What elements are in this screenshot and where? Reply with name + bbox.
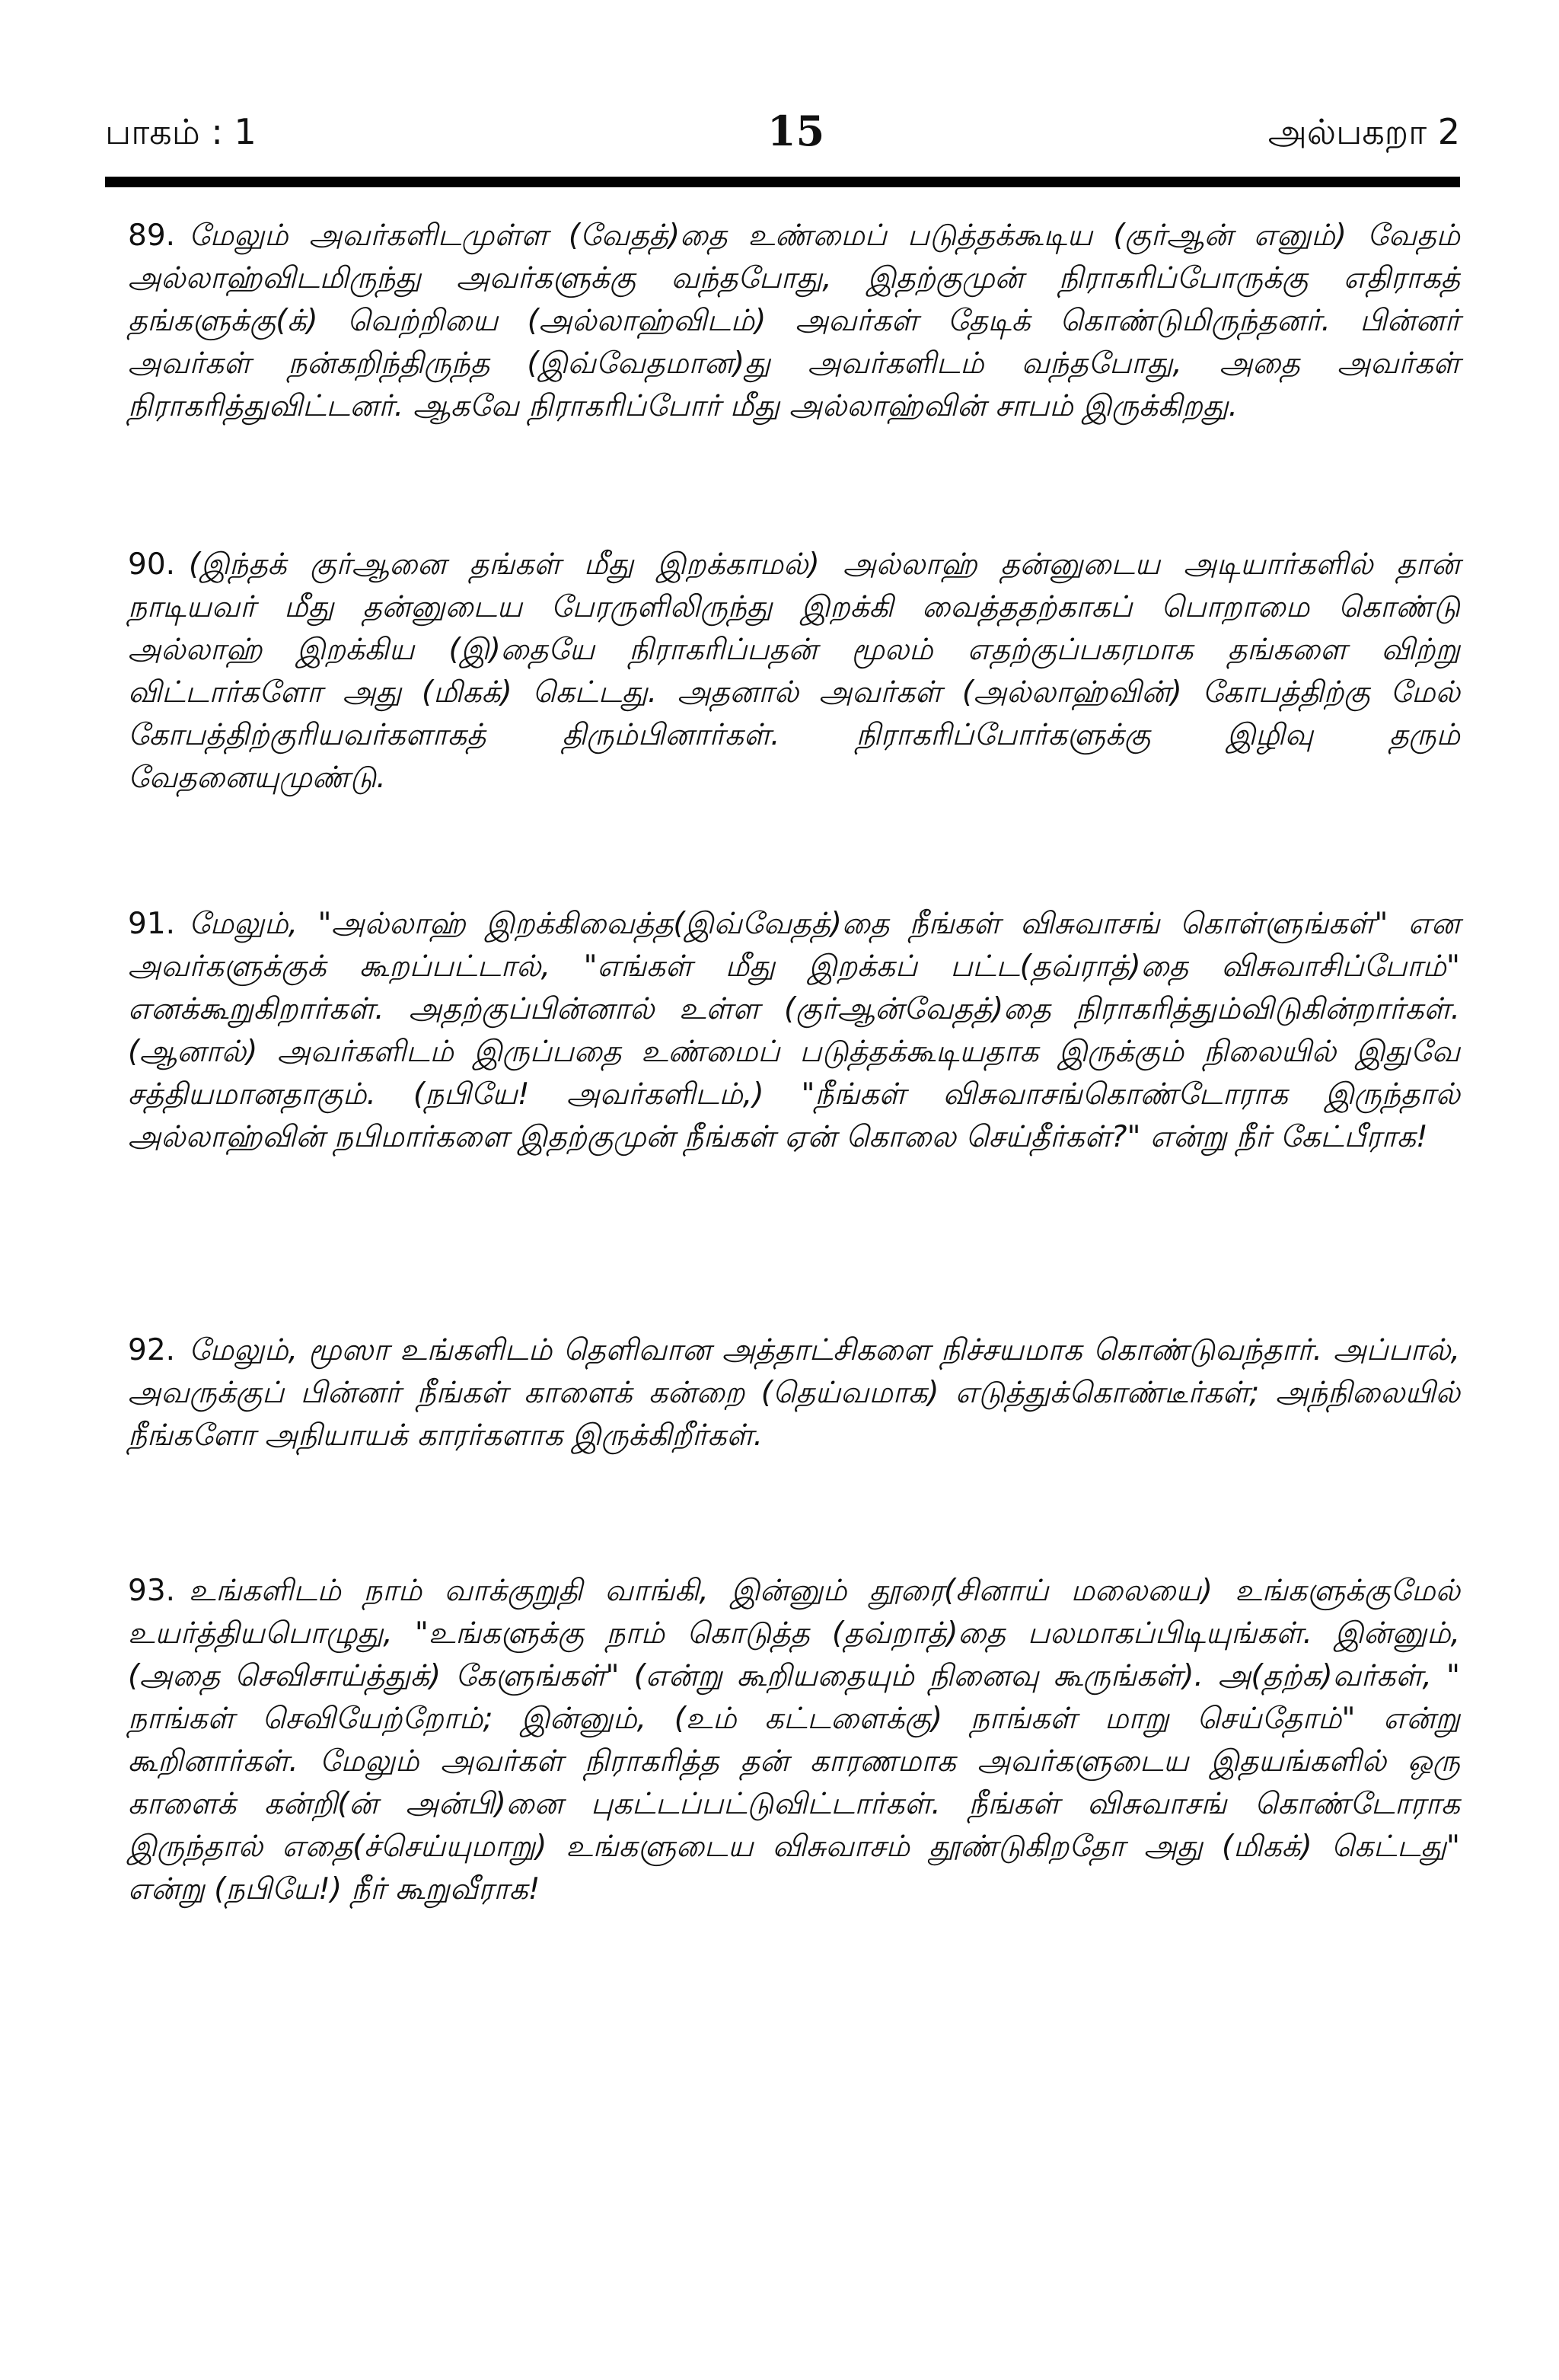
verse-number: 90. [128, 547, 176, 582]
verse-paragraph [128, 903, 1460, 1159]
verse-number: 89. [128, 219, 176, 253]
verse-number: 92. [128, 1333, 176, 1367]
verse-number: 93. [128, 1574, 176, 1608]
verse-paragraph [128, 1329, 1460, 1457]
verse-text: மேலும், "அல்லாஹ் இறக்கிவைத்த(இவ்வேதத்)தை நீங்கள் விசுவாசங் கொள்ளுங்கள்" என அவர்களுக்குக் கூறப்பட்டால், "எங்கள் மீது இறக்கப் பட்ட(தவ்ராத்)தை விசுவாசிப்போம்" எனக்கூறுகிறார்கள். அதற்குப்பின்னால் உள்ள (குர்ஆன்வேதத்)தை நிராகரித்தும்விடுகின்றார்கள்.(ஆனால்) அவர்களிடம் இருப்பதை உண்மைப் படுத்தக்கூடியதாக இருக்கும் நிலையில் இதுவே சத்தியமானதாகும். (நபியே! அவர்களிடம்,) "நீங்கள் விசுவாசங்கொண்டோராக இருந்தால் அல்லாஹ்வின் நபிமார்களை இதற்குமுன் நீங்கள் ஏன் கொலை செய்தீர்கள்?" என்று நீர் கேட்பீராக! [128, 907, 1460, 1154]
verse-paragraph [128, 215, 1460, 428]
verse-paragraph [128, 1570, 1460, 1911]
verse-paragraph [128, 544, 1460, 799]
part-label: பாகம் : 1 [105, 111, 257, 152]
header-rule [105, 177, 1460, 187]
chapter-title: அல்பகறா 2 [1267, 111, 1460, 152]
page-number: 15 [767, 107, 825, 155]
verse-text: (இந்தக் குர்ஆனை தங்கள் மீது இறக்காமல்) அல்லாஹ் தன்னுடைய அடியார்களில் தான் நாடியவர் மீது தன்னுடைய பேரருளிலிருந்து இறக்கி வைத்ததற்காகப் பொறாமை கொண்டு அல்லாஹ் இறக்கிய (இ)தையே நிராகரிப்பதன் மூலம் எதற்குப்பகரமாக தங்களை விற்று விட்டார்களோ அது (மிகக்) கெட்டது. அதனால் அவர்கள் (அல்லாஹ்வின்) கோபத்திற்கு மேல் கோபத்திற்குரியவர்களாகத் திரும்பினார்கள். நிராகரிப்போர்களுக்கு இழிவு தரும் வேதனையுமுண்டு. [128, 547, 1460, 795]
verse-text: மேலும் அவர்களிடமுள்ள (வேதத்)தை உண்மைப் படுத்தக்கூடிய (குர்ஆன் எனும்) வேதம் அல்லாஹ்விடமிருந்து அவர்களுக்கு வந்தபோது, இதற்குமுன் நிராகரிப்போருக்கு எதிராகத் தங்களுக்கு(க்) வெற்றியை (அல்லாஹ்விடம்) அவர்கள் தேடிக் கொண்டுமிருந்தனர். பின்னர் அவர்கள் நன்கறிந்திருந்த (இவ்வேதமான)து அவர்களிடம் வந்தபோது, அதை அவர்கள் நிராகரித்துவிட்டனர். ஆகவே நிராகரிப்போர் மீது அல்லாஹ்வின் சாபம் இருக்கிறது. [128, 219, 1460, 423]
verse-number: 91. [128, 907, 176, 941]
verse-text: மேலும், மூஸா உங்களிடம் தெளிவான அத்தாட்சிகளை நிச்சயமாக கொண்டுவந்தார். அப்பால், அவருக்குப் பின்னர் நீங்கள் காளைக் கன்றை (தெய்வமாக) எடுத்துக்கொண்டீர்கள்; அந்நிலையில் நீங்களோ அநியாயக் காரர்களாக இருக்கிறீர்கள். [128, 1333, 1460, 1453]
page-header [105, 107, 1460, 167]
verse-text: உங்களிடம் நாம் வாக்குறுதி வாங்கி, இன்னும் தூரை(சினாய் மலையை) உங்களுக்குமேல் உயர்த்தியபொழுது, "உங்களுக்கு நாம் கொடுத்த (தவ்றாத்)தை பலமாகப்பிடியுங்கள். இன்னும், (அதை செவிசாய்த்துக்) கேளுங்கள்" (என்று கூறியதையும் நினைவு கூருங்கள்). அ(தற்க)வர்கள், " நாங்கள் செவியேற்றோம்; இன்னும், (உம் கட்டளைக்கு) நாங்கள் மாறு செய்தோம்" என்று கூறினார்கள். மேலும் அவர்கள் நிராகரித்த தன் காரணமாக அவர்களுடைய இதயங்களில் ஒரு காளைக் கன்றி(ன் அன்பி)னை புகட்டப்பட்டுவிட்டார்கள். நீங்கள் விசுவாசங் கொண்டோராக இருந்தால் எதை(ச்செய்யுமாறு) உங்களுடைய விசுவாசம் தூண்டுகிறதோ அது (மிகக்) கெட்டது" என்று (நபியே!) நீர் கூறுவீராக! [128, 1574, 1460, 1906]
